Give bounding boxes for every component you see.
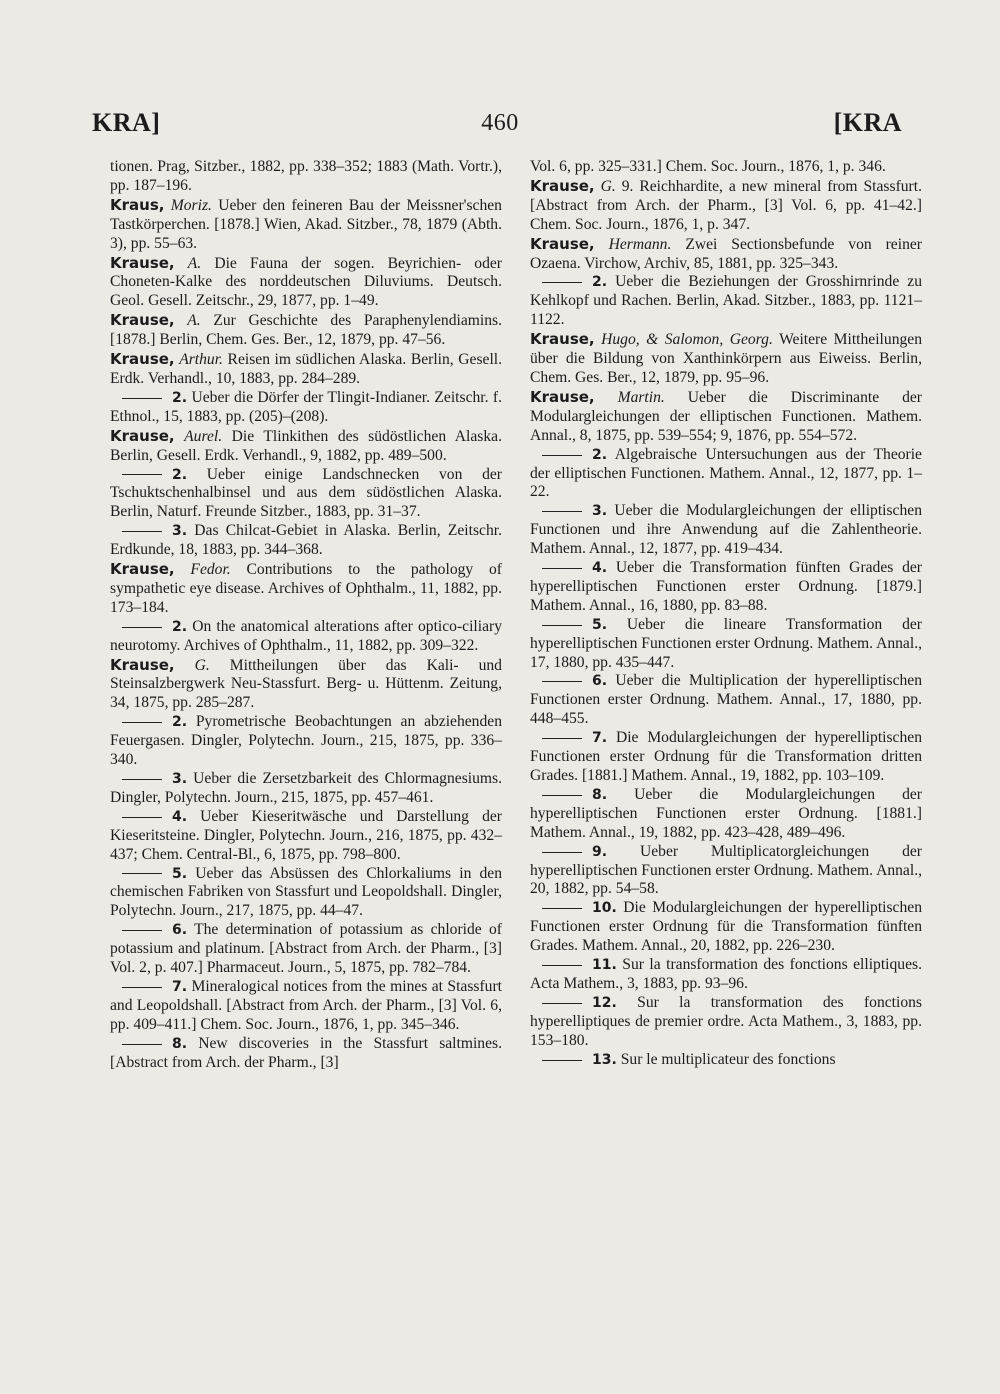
ditto-dash <box>542 625 582 626</box>
entry-text: Sur le multiplicateur des fonctions <box>620 1050 836 1068</box>
author-forename: G. <box>194 656 210 674</box>
bibliography-entry <box>110 466 502 523</box>
ditto-dash <box>542 908 582 909</box>
author-forename: G. <box>600 177 616 195</box>
author-forename: Hermann. <box>608 235 672 253</box>
bibliography-entry <box>110 808 502 865</box>
bibliography-entry <box>530 559 922 616</box>
author-surname: Krause, <box>110 426 175 445</box>
ditto-dash <box>542 511 582 512</box>
author-surname: Krause, <box>530 234 595 253</box>
entry-number: 12. <box>592 994 617 1011</box>
entry-number: 2. <box>592 274 608 291</box>
entry-text: Ueber die Transformation fünften Grades der hyperelliptischen Functionen erster Ordnung. [1879.] Mathem. Annal., 16, 1880, pp. 83–88. <box>530 559 923 614</box>
bibliography-entry <box>530 616 922 673</box>
author-surname: Krause, <box>110 311 175 330</box>
entry-number: 5. <box>592 616 608 633</box>
entry-number: 13. <box>592 1051 617 1068</box>
ditto-dash <box>122 474 162 475</box>
entry-number: 6. <box>172 922 188 939</box>
ditto-dash <box>542 738 582 739</box>
entry-text: Mittheilungen über das Kali- und Steinsalzbergwerk Neu-Stassfurt. Berg- u. Hüttenm. Zeitung, 34, 1875, pp. 285–287. <box>110 656 502 712</box>
bibliography-entry <box>110 522 502 560</box>
entry-text: Ueber die Modulargleichungen der hyperelliptischen Functionen erster Ordnung. [1881.] Mathem. Annal., 19, 1882, pp. 423–428, 489–496. <box>530 785 922 841</box>
entry-number: 8. <box>172 1035 188 1052</box>
entry-text: Vol. 6, pp. 325–331.] Chem. Soc. Journ., 1876, 1, p. 346. <box>530 158 886 175</box>
entry-number: 10. <box>592 900 617 917</box>
author-forename: Hugo, & Salomon, Georg. <box>601 331 773 349</box>
entry-number: 2. <box>172 618 188 635</box>
bibliography-entry <box>110 618 502 656</box>
running-head-left: KRA] <box>92 108 161 137</box>
author-forename: A. <box>187 254 202 272</box>
entry-text: Algebraische Untersuchungen aus der Theorie der elliptischen Functionen. Mathem. Annal., 12, 1877, pp. 1–22. <box>530 445 922 501</box>
bibliography-entry <box>110 350 502 389</box>
entry-text: Ueber einige Landschnecken von der Tschuktschenhalbinsel und aus dem südöstlichen Alaska. Berlin, Naturf. Freunde Sitzber., 1883, pp. 31–37. <box>110 465 502 521</box>
ditto-dash <box>542 455 582 456</box>
entry-number: 2. <box>172 389 188 406</box>
right-column <box>530 158 922 1070</box>
ditto-dash <box>542 852 582 853</box>
bibliography-entry <box>530 672 922 729</box>
entry-number: 2. <box>172 714 188 731</box>
entry-text: New discoveries in the Stassfurt saltmines. [Abstract from Arch. der Pharm., [3] <box>110 1034 502 1071</box>
ditto-dash <box>542 282 582 283</box>
author-forename: Aurel. <box>184 427 223 445</box>
ditto-dash <box>122 930 162 931</box>
author-surname: Krause, <box>110 253 175 272</box>
bibliography-entry <box>110 254 502 312</box>
bibliography-entry <box>530 843 922 900</box>
bibliography-entry <box>110 1035 502 1073</box>
entry-text: Die Modulargleichungen der hyperelliptischen Functionen erster Ordnung für die Transformation dritten Grades. [1881.] Mathem. Annal., 19, 1882, pp. 103–109. <box>530 729 922 784</box>
bibliography-entry <box>530 177 922 235</box>
entry-text: Weitere Mittheilungen über die Bildung von Xanthinkörpern aus Eiweiss. Berlin, Chem. Ges. Ber., 12, 1879, pp. 95–96. <box>530 331 922 386</box>
ditto-dash <box>542 1003 582 1004</box>
ditto-dash <box>542 568 582 569</box>
author-forename: A. <box>187 312 201 330</box>
author-surname: Kraus, <box>110 195 165 214</box>
entry-text: Das Chilcat-Gebiet in Alaska. Berlin, Zeitschr. Erdkunde, 18, 1883, pp. 344–368. <box>110 522 502 559</box>
entry-number: 2. <box>172 466 188 483</box>
author-surname: Krause, <box>110 350 175 369</box>
bibliography-entry <box>110 921 502 978</box>
entry-number: 3. <box>592 503 608 520</box>
ditto-dash <box>542 795 582 796</box>
ditto-dash <box>122 722 162 723</box>
entry-text: Pyrometrische Beobachtungen an abziehenden Feuergasen. Dingler, Polytechn. Journ., 215, 1875, pp. 336–340. <box>110 713 502 769</box>
bibliography-entry <box>110 158 502 196</box>
entry-text: Contributions to the pathology of sympathetic eye disease. Archives of Ophthalm., 11, 1882, pp. 173–184. <box>110 561 502 616</box>
entry-number: 4. <box>592 560 608 577</box>
entry-text: Ueber die Multiplication der hyperelliptischen Functionen erster Ordnung. Mathem. Annal., 17, 1880, pp. 448–455. <box>530 672 923 728</box>
entry-number: 9. <box>592 843 608 860</box>
bibliography-entry <box>530 446 922 503</box>
ditto-dash <box>122 627 162 628</box>
entry-text: Reisen im südlichen Alaska. Berlin, Gesell. Erdk. Verhandl., 10, 1883, pp. 284–289. <box>110 351 503 387</box>
entry-text: On the anatomical alterations after optico-ciliary neurotomy. Archives of Ophthalm., 11, 1882, pp. 309–322. <box>110 617 502 654</box>
bibliography-entry <box>110 770 502 808</box>
bibliography-entry <box>110 978 502 1035</box>
bibliography-entry <box>530 330 922 388</box>
bibliography-entry <box>530 729 922 786</box>
bibliography-entry <box>110 713 502 770</box>
entry-text: Ueber Kieseritwäsche und Darstellung der Kieseritsteine. Dingler, Polytechn. Journ., 216, 1875, pp. 432–437; Chem. Central-Bl., 6, 1875, pp. 798–800. <box>110 807 502 863</box>
bibliography-entry <box>530 1051 922 1070</box>
bibliography-entry <box>530 158 922 177</box>
entry-number: 7. <box>592 730 608 747</box>
ditto-dash <box>122 817 162 818</box>
entry-number: 3. <box>172 771 188 787</box>
left-column <box>110 158 502 1073</box>
bibliography-entry <box>110 656 502 714</box>
entry-text: Sur la transformation des fonctions hyperelliptiques de premier ordre. Acta Mathem., 3, 1883, pp. 153–180. <box>530 993 922 1049</box>
entry-text: 9. Reichhardite, a new mineral from Stassfurt. [Abstract from Arch. der Pharm., [3] Vol. 6, pp. 41–42.] Chem. Soc. Journ., 1876, 1, p. 347. <box>530 177 922 233</box>
bibliography-entry <box>530 388 922 446</box>
ditto-dash <box>122 779 162 780</box>
author-surname: Krause, <box>530 176 595 195</box>
entry-text: Die Modulargleichungen der hyperelliptischen Functionen erster Ordnung für die Transformation fünften Grades. Mathem. Annal., 20, 1882, pp. 226–230. <box>530 899 922 955</box>
bibliography-entry <box>530 994 922 1051</box>
entry-text: Ueber die lineare Transformation der hyperelliptischen Functionen erster Ordnung. Mathem. Annal., 17, 1880, pp. 435–447. <box>530 615 922 671</box>
bibliography-entry <box>110 560 502 618</box>
entry-number: 4. <box>172 808 188 825</box>
entry-text: tionen. Prag, Sitzber., 1882, pp. 338–352; 1883 (Math. Vortr.), pp. 187–196. <box>110 158 502 194</box>
entry-text: Ueber Multiplicatorgleichungen der hyperelliptischen Functionen erster Ordnung. Mathem. Annal., 20, 1882, pp. 54–58. <box>530 842 922 898</box>
ditto-dash <box>122 1044 162 1045</box>
author-forename: Moriz. <box>170 196 212 214</box>
entry-number: 6. <box>592 673 608 690</box>
entry-text: Mineralogical notices from the mines at Stassfurt and Leopoldshall. [Abstract from Arch. der Pharm., [3] Vol. 6, pp. 409–411.] Chem. Soc. Journ., 1876, 1, pp. 345–346. <box>110 977 503 1033</box>
entry-text: Die Fauna der sogen. Beyrichien- oder Choneten-Kalke des norddeutschen Diluviums. Deutsch. Geol. Gesell. Zeitschr., 29, 1877, pp. 1–49. <box>110 254 503 310</box>
page-number: 460 <box>481 110 519 136</box>
author-forename: Arthur. <box>179 351 223 369</box>
bibliography-entry <box>110 311 502 350</box>
bibliography-entry <box>530 273 922 330</box>
bibliography-entry <box>530 956 922 994</box>
ditto-dash <box>122 987 162 988</box>
author-forename: Martin. <box>617 388 665 406</box>
entry-number: 2. <box>592 446 608 463</box>
entry-number: 7. <box>172 978 188 995</box>
entry-text: The determination of potassium as chloride of potassium and platinum. [Abstract from Arch. der Pharm., [3] Vol. 2, p. 407.] Pharmaceut. Journ., 5, 1875, pp. 782–784. <box>110 921 502 977</box>
ditto-dash <box>542 965 582 966</box>
entry-text: Ueber die Dörfer der Tlingit-Indianer. Zeitschr. f. Ethnol., 15, 1883, pp. (205)–(208). <box>110 388 503 425</box>
running-head-right: [KRA <box>833 108 902 137</box>
entry-text: Ueber die Zersetzbarkeit des Chlormagnesiums. Dingler, Polytechn. Journ., 215, 1875, pp. 457–461. <box>110 770 502 806</box>
author-surname: Krause, <box>110 655 175 674</box>
ditto-dash <box>122 873 162 874</box>
bibliography-entry <box>110 196 502 254</box>
entry-text: Ueber die Modulargleichungen der elliptischen Functionen und ihre Anwendung auf die Zahlentheorie. Mathem. Annal., 12, 1877, pp. 419–434. <box>530 502 922 558</box>
author-surname: Krause, <box>530 330 595 349</box>
entry-text: Ueber den feineren Bau der Meissner'schen Tastkörperchen. [1878.] Wien, Akad. Sitzber., 78, 1879 (Abth. 3), pp. 55–63. <box>110 196 502 252</box>
bibliography-entry <box>110 427 502 466</box>
author-surname: Krause, <box>110 560 175 579</box>
entry-text: Zwei Sectionsbefunde von reiner Ozaena. Virchow, Archiv, 85, 1881, pp. 325–343. <box>530 235 922 272</box>
entry-text: Die Tlinkithen des südöstlichen Alaska. Berlin, Gesell. Erdk. Verhandl., 9, 1882, pp. 489–500. <box>110 427 502 464</box>
bibliography-entry <box>530 786 922 843</box>
bibliography-entry <box>530 235 922 274</box>
ditto-dash <box>122 398 162 399</box>
ditto-dash <box>122 531 162 532</box>
entry-number: 8. <box>592 786 608 803</box>
bibliography-entry <box>110 865 502 922</box>
bibliography-entry <box>110 389 502 427</box>
entry-text: Ueber die Beziehungen der Grosshirnrinde zu Kehlkopf und Rachen. Berlin, Akad. Sitzber., 1883, pp. 1121–1122. <box>530 273 923 329</box>
entry-number: 5. <box>172 865 188 882</box>
ditto-dash <box>542 1060 582 1061</box>
entry-text: Zur Geschichte des Paraphenylendiamins. [1878.] Berlin, Chem. Ges. Ber., 12, 1879, pp. 47–56. <box>110 312 502 349</box>
entry-text: Ueber die Discriminante der Modulargleichungen der elliptischen Functionen. Mathem. Annal., 8, 1875, pp. 539–554; 9, 1876, pp. 554–572. <box>530 388 922 444</box>
bibliography-entry <box>530 899 922 956</box>
author-surname: Krause, <box>530 387 595 406</box>
entry-text: Sur la transformation des fonctions elliptiques. Acta Mathem., 3, 1883, pp. 93–96. <box>530 956 922 992</box>
author-forename: Fedor. <box>190 561 231 579</box>
entry-number: 3. <box>172 523 188 540</box>
bibliography-entry <box>530 502 922 559</box>
entry-text: Ueber das Absüssen des Chlorkaliums in den chemischen Fabriken von Stassfurt und Leopoldshall. Dingler, Polytechn. Journ., 217, 1875, pp. 44–47. <box>110 864 502 920</box>
ditto-dash <box>542 681 582 682</box>
entry-number: 11. <box>592 957 617 974</box>
